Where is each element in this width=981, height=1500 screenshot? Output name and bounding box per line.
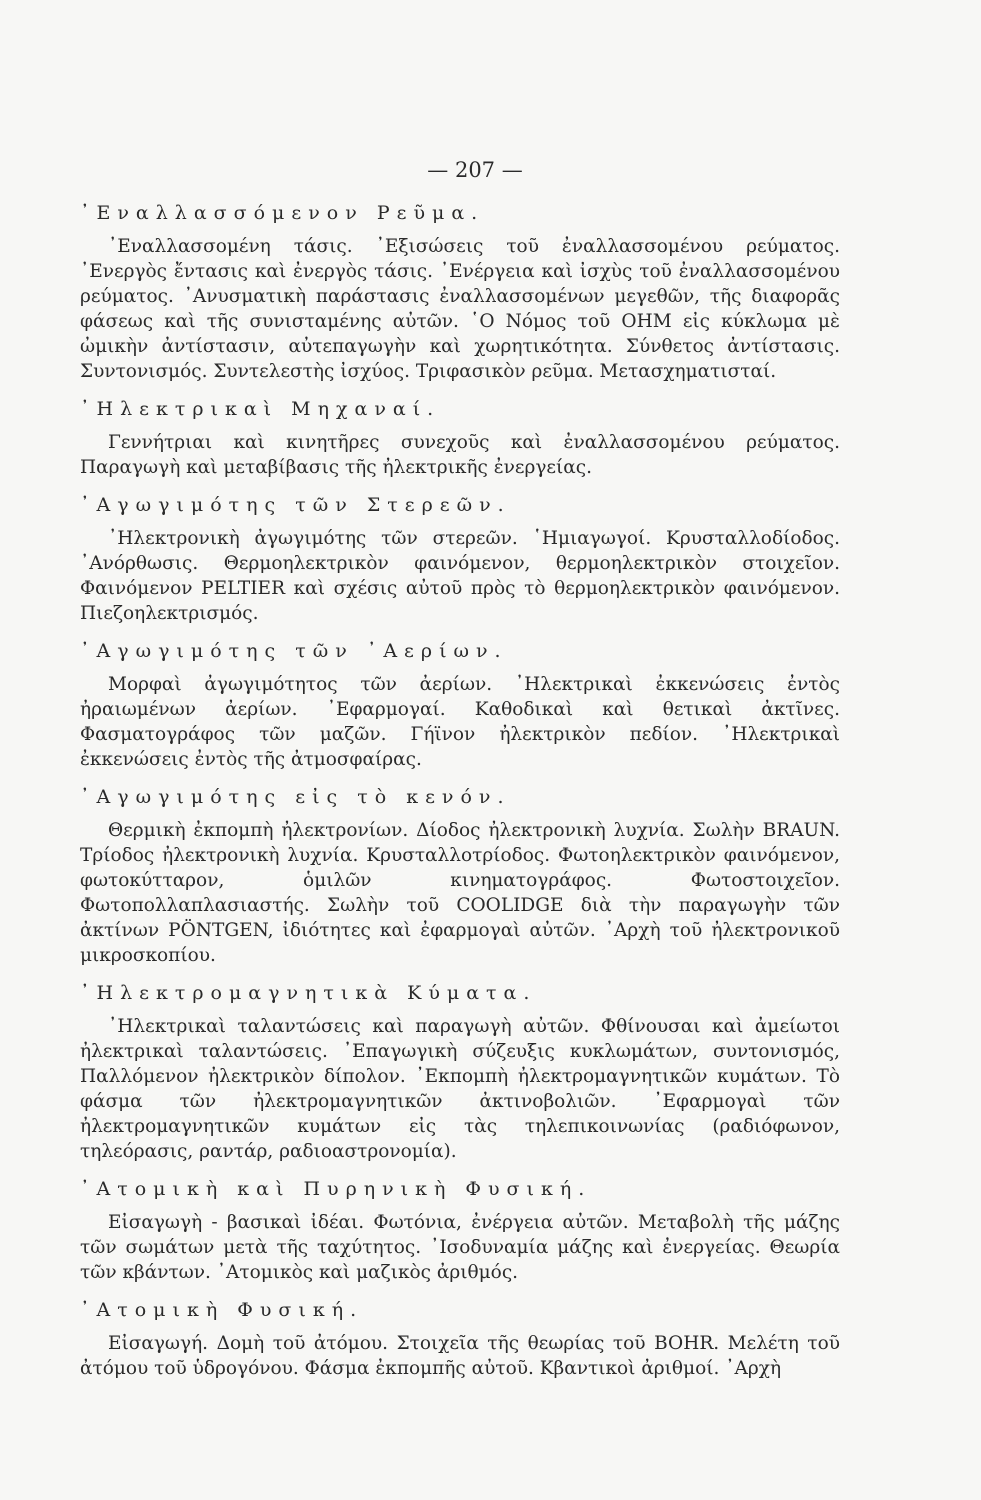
section-title: ᾿Ατομικὴ Φυσική. [80,1299,364,1321]
page-number: — 207 — [427,158,523,182]
section-body: ᾿Ηλεκτρικαὶ ταλαντώσεις καὶ παραγωγὴ αὐτῶν. Φθίνουσαι καὶ ἀμείωτοι ἠλεκτρικαὶ ταλαντώσεις. ᾿Επαγωγικὴ σύζευξις κυκλωμάτων, συντονισμός, Παλλόμενον ἠλεκτρικὸν δίπολον. ᾿Εκπομπὴ ἠλεκτρομαγνητικῶν κυμάτων. Τὸ φάσμα τῶν ἠλεκτρομαγνητικῶν ἀκτινοβολιῶν. ᾿Εφαρμογαὶ τῶν ἠλεκτρομαγνητικῶν κυμάτων εἰς τὰς τηλεπικοινωνίας (ραδιόφωνον, τηλεόρασις, ραντάρ, ραδιοαστρονομία). [80,1016,840,1162]
section-title: ᾿Αγωγιμότης τῶν Στερεῶν. [80,494,511,516]
section-solid-conductivity [80,490,840,626]
section-alternating-current [80,198,840,384]
section-title: ᾿Εναλλασσόμενον Ρεῦμα. [80,202,485,224]
section-body: ᾿Ηλεκτρονικὴ ἀγωγιμότης τῶν στερεῶν. ῾Ημιαγωγοί. Κρυσταλλοδίοδος. ᾿Ανόρθωσις. Θερμοηλεκτρικὸν φαινόμενον, θερμοηλεκτρικὸν στοιχεῖον. Φαινόμενον PELTIER καὶ σχέσις αὐτοῦ πρὸς τὸ θερμοηλεκτρικὸν φαινόμενον. Πιεζοηλεκτρισμός. [80,528,840,624]
section-title: ᾿Αγωγιμότης εἰς τὸ κενόν. [80,786,511,808]
section-atomic-nuclear-physics [80,1174,840,1285]
section-body: Γεννήτριαι καὶ κινητῆρες συνεχοῦς καὶ ἐναλλασσομένου ρεύματος. Παραγωγὴ καὶ μεταβίβασις τῆς ἠλεκτρικῆς ἐνεργείας. [80,432,840,478]
section-vacuum-conductivity [80,782,840,968]
section-title: ᾿Ηλεκτρομαγνητικὰ Κύματα. [80,982,537,1004]
section-body: Θερμικὴ ἐκπομπὴ ἠλεκτρονίων. Δίοδος ἠλεκτρονικὴ λυχνία. Σωλὴν BRAUN. Τρίοδος ἠλεκτρονικὴ λυχνία. Κρυσταλλοτρίοδος. Φωτοηλεκτρικὸν φαινόμενον, φωτοκύτταρον, ὁμιλῶν κινηματογράφος. Φωτοστοιχεῖον. Φωτοπολλαπλασιαστής. Σωλὴν τοῦ COOLIDGE διὰ τὴν παραγωγὴν τῶν ἀκτίνων PÖNTGEN, ἰδιότητες καὶ ἐφαρμογαὶ αὐτῶν. ᾿Αρχὴ τοῦ ἠλεκτρονικοῦ μικροσκοπίου. [80,820,840,966]
section-electromagnetic-waves [80,978,840,1164]
section-gas-conductivity [80,636,840,772]
section-title: ᾿Αγωγιμότης τῶν ᾿Αερίων. [80,640,508,662]
section-title: ᾿Ηλεκτρικαὶ Μηχαναί. [80,398,441,420]
section-body: Μορφαὶ ἀγωγιμότητος τῶν ἀερίων. ᾿Ηλεκτρικαὶ ἐκκενώσεις ἐντὸς ἠραιωμένων ἀερίων. ᾿Εφαρμογαί. Καθοδικαὶ καὶ θετικαὶ ἀκτῖνες. Φασματογράφος τῶν μαζῶν. Γήϊνον ἠλεκτρικὸν πεδίον. ᾿Ηλεκτρικαὶ ἐκκενώσεις ἐντὸς τῆς ἀτμοσφαίρας. [80,674,840,770]
page-content [80,158,840,1391]
section-body: ᾿Εναλλασσομένη τάσις. ᾿Εξισώσεις τοῦ ἐναλλασσομένου ρεύματος. ᾿Ενεργὸς ἔντασις καὶ ἐνεργὸς τάσις. ᾿Ενέργεια καὶ ἰσχὺς τοῦ ἐναλλασσομένου ρεύματος. ᾿Ανυσματικὴ παράστασις ἐναλλασσομένων μεγεθῶν, τῆς διαφορᾶς φάσεως καὶ τῆς συνισταμένης αὐτῶν. ῾Ο Νόμος τοῦ ΟΗΜ εἰς κύκλωμα μὲ ὠμικὴν ἀντίστασιν, αὐτεπαγωγὴν καὶ χωρητικότητα. Σύνθετος ἀντίστασις. Συντονισμός. Συντελεστὴς ἰσχύος. Τριφασικὸν ρεῦμα. Μετασχηματισταί. [80,236,840,382]
section-electric-machines [80,394,840,480]
section-title: ᾿Ατομικὴ καὶ Πυρηνικὴ Φυσική. [80,1178,592,1200]
section-atomic-physics [80,1295,840,1381]
section-body: Εἰσαγωγὴ - βασικαὶ ἰδέαι. Φωτόνια, ἐνέργεια αὐτῶν. Μεταβολὴ τῆς μάζης τῶν σωμάτων μετὰ τῆς ταχύτητος. ᾿Ισοδυναμία μάζης καὶ ἐνεργείας. Θεωρία τῶν κβάντων. ᾿Ατομικὸς καὶ μαζικὸς ἀριθμός. [80,1212,840,1283]
section-body: Εἰσαγωγή. Δομὴ τοῦ ἀτόμου. Στοιχεῖα τῆς θεωρίας τοῦ BOHR. Μελέτη τοῦ ἀτόμου τοῦ ὑδρογόνου. Φάσμα ἐκπομπῆς αὐτοῦ. Κβαντικοὶ ἀριθμοί. ᾿Αρχὴ [80,1333,840,1379]
